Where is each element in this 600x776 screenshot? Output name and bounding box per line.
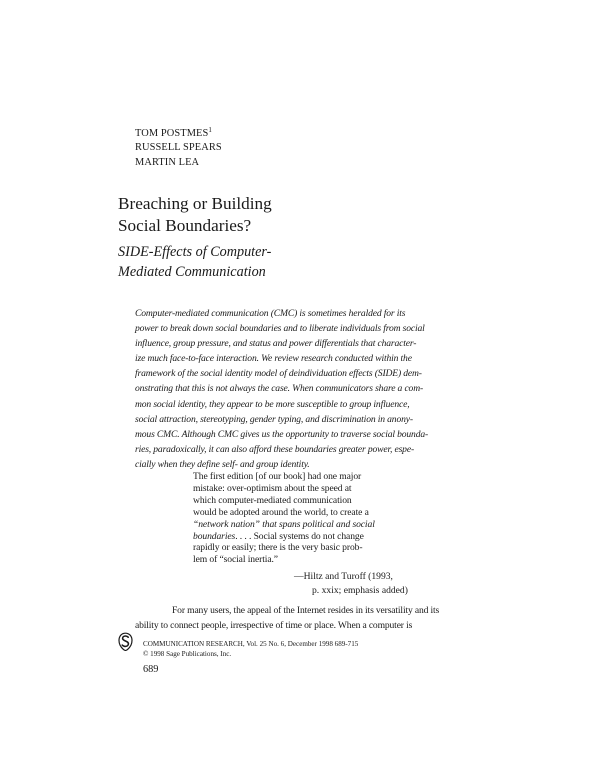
article-subtitle-line: SIDE-Effects of Computer- [118,244,272,260]
body-paragraph [135,603,439,634]
abstract-line: Computer-mediated communication (CMC) is sometimes heralded for its [135,308,406,319]
article-title-line: Social Boundaries? [118,216,252,235]
abstract-line: power to break down social boundaries and to liberate individuals from social [135,323,425,335]
quote-line: mistake: over-optimism about the speed at [193,482,352,494]
page-number: 689 [143,664,159,675]
abstract-line: mous CMC. Although CMC gives us the opportunity to traverse social bounda- [135,428,429,440]
quote-line [193,519,375,531]
article-subtitle-line: Mediated Communication [118,264,266,280]
author-footnote-marker: 1 [208,126,212,134]
attribution-line: p. xxix; emphasis added) [312,584,408,596]
abstract-line: cially when they define self- and group identity. [135,458,310,470]
abstract-line: mon social identity, they appear to be more susceptible to group influence, [135,398,410,410]
author-name: MARTIN LEA [135,156,200,168]
abstract-line: ries, paradoxically, it can also afford these boundaries greater power, espe- [135,443,414,455]
quote-line: would be adopted around the world, to create a [193,506,369,518]
abstract-line: framework of the social identity model of deindividuation effects (SIDE) dem- [135,368,422,380]
epigraph-attribution [294,570,408,598]
article-title-line: Breaching or Building [118,194,272,213]
abstract-line: ize much face-to-face interaction. We review research conducted within the [135,353,412,365]
article-subtitle [118,242,271,282]
quote-emphasis: “network nation” that spans political and social [193,518,375,530]
author-name: TOM POSTMES$^1$ [135,126,212,139]
quote-line: The first edition [of our book] had one major [193,471,362,482]
body-line: ability to connect people, irrespective of time or place. When a computer is [135,620,413,632]
journal-citation: COMMUNICATION RESEARCH, Vol. 25 No. 6, December 1998 689-715 [143,640,359,648]
abstract-line: onstrating that this is not always the case. When communicators share a com- [135,383,424,395]
abstract-line: social attraction, stereotyping, gender typing, and discrimination in anony- [135,413,413,425]
author-list [135,127,222,170]
sage-logo-icon [118,632,133,651]
copyright-notice: © 1998 Sage Publications, Inc. [143,650,232,659]
quote-line: rapidly or easily; there is the very basic prob- [193,542,363,554]
abstract [135,306,428,472]
quote-emphasis: boundaries [193,530,236,542]
author-name: RUSSELL SPEARS [135,142,222,154]
quote-line: which computer-mediated communication [193,494,352,506]
article-title [118,193,272,237]
quote-line: boundaries. . . . Social systems do not change [193,530,364,542]
attribution-line: —Hiltz and Turoff (1993, [294,571,393,582]
abstract-line: influence, group pressure, and status and power differentials that character- [135,338,417,350]
body-line: For many users, the appeal of the Internet resides in its versatility and its [172,605,440,616]
journal-footer [143,639,358,660]
quote-line: lem of “social inertia.” [193,554,278,566]
epigraph-quote [193,471,375,566]
